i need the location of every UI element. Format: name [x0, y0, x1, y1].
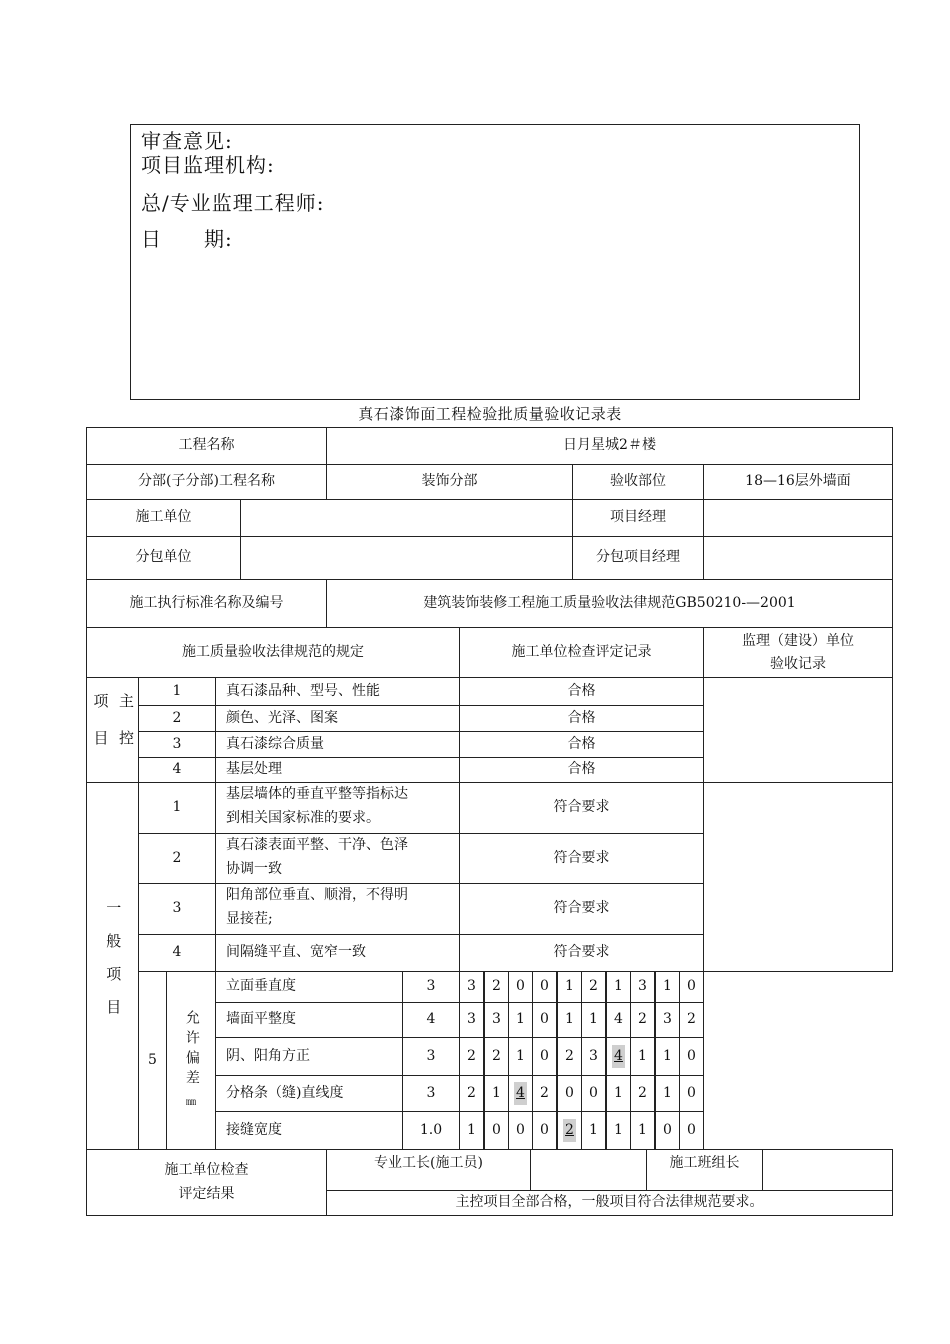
deviation-item-name: 墙面平整度 [215, 1002, 403, 1038]
measured-value-text: 1 [565, 1011, 574, 1028]
general-item-name [215, 782, 460, 834]
measured-value [679, 1002, 704, 1038]
measured-value-text: 1 [663, 978, 672, 995]
measured-value [606, 1075, 631, 1112]
measured-value [679, 971, 704, 1003]
project-manager-value [703, 499, 893, 537]
subdivision-value: 装饰分部 [326, 464, 573, 500]
measured-value-text: 1 [614, 978, 623, 995]
main-item-result: 合格 [459, 705, 704, 732]
accept-part-value: 18—16层外墙面 [703, 464, 893, 500]
project-name-value: 日月星城2＃楼 [326, 427, 893, 465]
measured-value-text: 1 [663, 1084, 672, 1101]
main-item-name: 真石漆综合质量 [215, 731, 460, 758]
deviation-item-name: 阴、阳角方正 [215, 1037, 403, 1076]
record-header: 施工单位检查评定记录 [459, 627, 704, 678]
measured-value [630, 1037, 655, 1076]
review-date-label: 日 期: [141, 227, 233, 251]
measured-value [630, 1002, 655, 1038]
general-item-line1: 真石漆表面平整、干净、色泽 [226, 837, 408, 853]
project-manager-label: 项目经理 [572, 499, 704, 537]
measured-value [459, 1037, 484, 1076]
measured-value-text: 1 [467, 1121, 476, 1138]
main-item-result: 合格 [459, 677, 704, 706]
deviation-item-name: 立面垂直度 [215, 971, 403, 1003]
measured-value-text: 1 [565, 978, 574, 995]
deviation-item-name: 分格条（缝)直线度 [215, 1075, 403, 1112]
measured-value [655, 1002, 680, 1038]
measured-value [655, 971, 680, 1003]
measured-value-text: 2 [638, 1011, 647, 1028]
measured-value-text: 0 [540, 978, 549, 995]
deviation-allowance: 4 [402, 1002, 460, 1038]
measured-value [557, 971, 582, 1003]
measured-value [557, 1075, 582, 1112]
measured-value [606, 1037, 631, 1076]
measured-value-text: 0 [565, 1084, 574, 1101]
measured-value [630, 971, 655, 1003]
measured-value-text: 0 [687, 1121, 696, 1138]
general-item-no: 4 [138, 934, 216, 972]
supervision-header-line2: 验收记录 [770, 655, 826, 672]
result-label-cell [86, 1149, 327, 1216]
measured-value-text: 0 [687, 978, 696, 995]
measured-value [655, 1075, 680, 1112]
measured-value-text: 3 [663, 1011, 672, 1028]
measured-value [484, 1075, 509, 1112]
measured-value [484, 1037, 509, 1076]
measured-value-text: 3 [589, 1047, 598, 1064]
measured-value [459, 1002, 484, 1038]
measured-value-text: 3 [638, 978, 647, 995]
measured-value [679, 1037, 704, 1076]
measured-value [508, 1002, 533, 1038]
sub-project-manager-value [703, 536, 893, 580]
measured-value [581, 1002, 606, 1038]
measured-value-text: 3 [492, 1011, 501, 1028]
conclusion-text: 主控项目全部合格，一般项目符合法律规范要求。 [326, 1190, 893, 1216]
main-item-no: 4 [138, 757, 216, 783]
foreman-label: 专业工长(施工员) [326, 1149, 531, 1191]
measured-value-text: 2 [565, 1047, 574, 1064]
measured-value-text: 0 [540, 1121, 549, 1138]
measured-value [581, 1075, 606, 1112]
main-item-name: 基层处理 [215, 757, 460, 783]
general-item-line2: 到相关国家标准的要求。 [226, 809, 380, 826]
deviation-unit: ㎜ [186, 1097, 196, 1108]
measured-value [557, 1037, 582, 1076]
measured-value [484, 1002, 509, 1038]
measured-value-text: 1 [638, 1121, 647, 1138]
main-item-no: 1 [138, 677, 216, 706]
measured-value-text: 0 [589, 1084, 598, 1101]
deviation-allowance: 3 [402, 971, 460, 1003]
deviation-label: 允许偏差 [183, 1010, 200, 1090]
main-item-result: 合格 [459, 757, 704, 783]
main-item-result: 合格 [459, 731, 704, 758]
measured-value-text: 2 [492, 978, 501, 995]
team-leader-label: 施工班组长 [646, 1149, 763, 1191]
foreman-value [530, 1149, 647, 1191]
main-items-label-cell [86, 677, 139, 783]
supervision-engineer-label: 总/专业监理工程师: [141, 191, 325, 215]
standard-value: 建筑装饰装修工程施工质量验收法律规范GB50210-—2001 [326, 579, 893, 628]
general-item-no: 3 [138, 883, 216, 935]
measured-value-text: 1 [614, 1121, 623, 1138]
main-item-name: 真石漆品种、型号、性能 [215, 677, 460, 706]
measured-value [557, 1111, 582, 1150]
general-item-result: 符合要求 [459, 883, 704, 935]
general-item-line2: 显接茬; [226, 910, 273, 927]
measured-value [606, 1002, 631, 1038]
general-item-result: 符合要求 [459, 782, 704, 834]
measured-value-text: 2 [492, 1047, 501, 1064]
measured-value [532, 1037, 557, 1076]
sub-project-manager-label: 分包项目经理 [572, 536, 704, 580]
deviation-label-cell [166, 971, 216, 1150]
measured-value [459, 1075, 484, 1112]
measured-value [508, 1037, 533, 1076]
measured-value-text: 1 [492, 1084, 501, 1101]
measured-value-text: 2 [638, 1084, 647, 1101]
measured-value [508, 971, 533, 1003]
deviation-allowance: 1.0 [402, 1111, 460, 1150]
measured-value [459, 971, 484, 1003]
measured-value [557, 1002, 582, 1038]
supervision-header-line1: 监理（建设）单位 [742, 633, 854, 650]
main-items-label: 主控项目 [91, 693, 135, 767]
measured-value-text: 3 [467, 978, 476, 995]
measured-value [581, 971, 606, 1003]
standard-label: 施工执行标准名称及编号 [86, 579, 327, 628]
form-title: 真石漆饰面工程检验批质量验收记录表 [358, 405, 622, 423]
measured-value-text: 1 [638, 1047, 647, 1064]
general-items-label: 一般项目 [104, 900, 123, 1032]
general-item-result: 符合要求 [459, 833, 704, 884]
general-item-name [215, 883, 460, 935]
subcontract-unit-label: 分包单位 [86, 536, 241, 580]
measured-value [655, 1111, 680, 1150]
supervision-header [703, 627, 893, 678]
measured-value [532, 1075, 557, 1112]
measured-value-text: 2 [540, 1084, 549, 1101]
measured-value-text: 4 [614, 1011, 623, 1028]
measured-value [532, 1002, 557, 1038]
measured-value [606, 1111, 631, 1150]
measured-value [630, 1075, 655, 1112]
general-item-name: 间隔缝平直、宽窄一致 [215, 934, 460, 972]
measured-value-text: 1 [589, 1121, 598, 1138]
result-label-line2: 评定结果 [178, 1185, 235, 1202]
measured-value [655, 1037, 680, 1076]
general-item-line1: 基层墙体的垂直平整等指标达 [226, 786, 408, 802]
result-label-line1: 施工单位检查 [164, 1161, 249, 1178]
subdivision-label: 分部(子分部)工程名称 [86, 464, 327, 500]
subcontract-unit-value [240, 536, 573, 580]
measured-value-text: 2 [589, 978, 598, 995]
measured-value [581, 1037, 606, 1076]
construction-unit-value [240, 499, 573, 537]
measured-value-text: 1 [663, 1047, 672, 1064]
general-item-result: 符合要求 [459, 934, 704, 972]
measured-value [508, 1075, 533, 1112]
general-item-name [215, 833, 460, 884]
measured-value-text: 0 [516, 1121, 525, 1138]
measured-value-text: 0 [540, 1047, 549, 1064]
measured-value [532, 971, 557, 1003]
measured-value-text: 1 [614, 1084, 623, 1101]
main-items-supervision-cell [703, 677, 893, 783]
measured-value-text: 0 [663, 1121, 672, 1138]
measured-value [484, 971, 509, 1003]
deviation-allowance: 3 [402, 1037, 460, 1076]
general-item-no: 2 [138, 833, 216, 884]
measured-value-text: 2 [563, 1119, 576, 1143]
measured-value [459, 1111, 484, 1150]
main-item-name: 颜色、光泽、图案 [215, 705, 460, 732]
measured-value-text: 3 [467, 1011, 476, 1028]
measured-value [581, 1111, 606, 1150]
measured-value-text: 0 [492, 1121, 501, 1138]
measured-value-text: 2 [467, 1084, 476, 1101]
measured-value-text: 0 [687, 1084, 696, 1101]
measured-value [679, 1111, 704, 1150]
project-name-label: 工程名称 [86, 427, 327, 465]
measured-value-text: 1 [516, 1011, 525, 1028]
measured-value-text: 0 [540, 1011, 549, 1028]
measured-value-text: 2 [467, 1047, 476, 1064]
measured-value-text: 0 [516, 978, 525, 995]
spec-header: 施工质量验收法律规范的规定 [86, 627, 460, 678]
measured-value-text: 0 [687, 1047, 696, 1064]
general-items-label-cell [86, 782, 139, 1150]
review-opinion-label: 审查意见: [141, 129, 233, 153]
measured-value-text: 2 [687, 1011, 696, 1028]
measured-value-text: 4 [514, 1082, 527, 1106]
measured-value-text: 1 [516, 1047, 525, 1064]
measured-value [508, 1111, 533, 1150]
general-item-line1: 阳角部位垂直、顺滑，不得明 [226, 887, 408, 903]
main-item-no: 3 [138, 731, 216, 758]
general-item-no: 1 [138, 782, 216, 834]
general-item-line2: 协调一致 [226, 860, 282, 877]
measured-value [484, 1111, 509, 1150]
measured-value [679, 1075, 704, 1112]
deviation-no: 5 [138, 971, 167, 1150]
measured-value [532, 1111, 557, 1150]
deviation-allowance: 3 [402, 1075, 460, 1112]
measured-value-text: 1 [589, 1011, 598, 1028]
general-items-supervision-cell [703, 782, 893, 972]
accept-part-label: 验收部位 [572, 464, 704, 500]
measured-value [630, 1111, 655, 1150]
team-leader-value [762, 1149, 893, 1191]
review-opinion-box [130, 124, 860, 400]
measured-value-text: 4 [612, 1045, 625, 1069]
measured-value [606, 971, 631, 1003]
deviation-item-name: 接缝宽度 [215, 1111, 403, 1150]
supervision-org-label: 项目监理机构: [141, 153, 275, 177]
construction-unit-label: 施工单位 [86, 499, 241, 537]
main-item-no: 2 [138, 705, 216, 732]
